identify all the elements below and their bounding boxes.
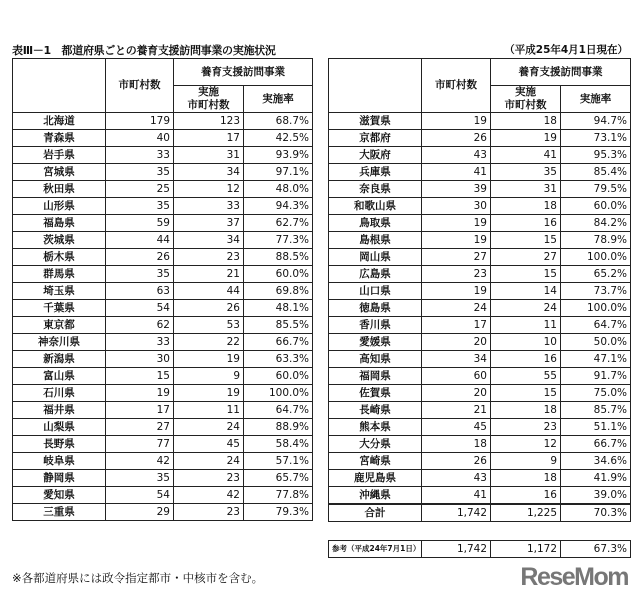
- implementing-count: 9: [491, 453, 561, 470]
- implementation-rate: 62.7%: [244, 215, 313, 232]
- prefecture-name: 福井県: [13, 402, 106, 419]
- implementing-count: 11: [491, 317, 561, 334]
- implementation-rate: 77.8%: [244, 487, 313, 504]
- implementing-count: 27: [491, 249, 561, 266]
- municipality-count: 33: [106, 147, 174, 164]
- implementing-count: 19: [491, 130, 561, 147]
- prefecture-name: 北海道: [13, 113, 106, 130]
- prefecture-name: 兵庫県: [329, 164, 422, 181]
- municipality-count: 23: [422, 266, 491, 283]
- table-row: [13, 334, 313, 351]
- prefecture-name: 愛知県: [13, 487, 106, 504]
- implementing-count: 24: [174, 453, 244, 470]
- resemom-logo: ReseMom: [520, 563, 628, 591]
- municipality-count: 1,742: [422, 504, 491, 522]
- implementing-count: 55: [491, 368, 561, 385]
- table-row: [329, 487, 631, 505]
- table-row: [329, 232, 631, 249]
- implementation-rate: 75.0%: [561, 385, 631, 402]
- implementing-count: 19: [174, 351, 244, 368]
- implementation-rate: 63.3%: [244, 351, 313, 368]
- municipality-count: 26: [422, 130, 491, 147]
- implementation-rate: 100.0%: [561, 249, 631, 266]
- implementing-count: 15: [491, 385, 561, 402]
- implementation-rate: 66.7%: [561, 436, 631, 453]
- implementing-count: 123: [174, 113, 244, 130]
- implementing-count: 34: [174, 164, 244, 181]
- implementing-count: 24: [174, 419, 244, 436]
- implementation-rate: 84.2%: [561, 215, 631, 232]
- municipality-count: 30: [422, 198, 491, 215]
- implementation-rate: 100.0%: [561, 300, 631, 317]
- municipality-count: 19: [422, 283, 491, 300]
- implementing-count: 31: [174, 147, 244, 164]
- municipality-count: 63: [106, 283, 174, 300]
- implementation-rate: 88.9%: [244, 419, 313, 436]
- table-row: [13, 351, 313, 368]
- implementing-count: 1,172: [491, 541, 561, 558]
- prefecture-name: 神奈川県: [13, 334, 106, 351]
- prefecture-name: 福岡県: [329, 368, 422, 385]
- table-row: [13, 368, 313, 385]
- implementation-rate: 78.9%: [561, 232, 631, 249]
- implementing-count: 34: [174, 232, 244, 249]
- prefecture-name: 宮崎県: [329, 453, 422, 470]
- municipality-count: 33: [106, 334, 174, 351]
- header-rate: 実施率: [561, 86, 631, 113]
- municipality-count: 34: [422, 351, 491, 368]
- prefecture-name: 福島県: [13, 215, 106, 232]
- implementation-rate: 58.4%: [244, 436, 313, 453]
- implementing-count: 19: [174, 385, 244, 402]
- municipality-count: 179: [106, 113, 174, 130]
- prefecture-name: 山口県: [329, 283, 422, 300]
- implementation-rate: 57.1%: [244, 453, 313, 470]
- prefecture-name: 合計: [329, 504, 422, 522]
- municipality-count: 26: [106, 249, 174, 266]
- implementing-count: 16: [491, 215, 561, 232]
- municipality-count: 45: [422, 419, 491, 436]
- implementing-count: 18: [491, 198, 561, 215]
- implementation-rate: 91.7%: [561, 368, 631, 385]
- header-municipalities: 市町村数: [422, 59, 491, 113]
- implementation-rate: 94.3%: [244, 198, 313, 215]
- implementing-count: 33: [174, 198, 244, 215]
- municipality-count: 59: [106, 215, 174, 232]
- municipality-count: 19: [422, 113, 491, 130]
- table-row: [13, 436, 313, 453]
- table-row: [329, 266, 631, 283]
- implementing-count: 44: [174, 283, 244, 300]
- table-row: [13, 113, 313, 130]
- prefecture-name: 群馬県: [13, 266, 106, 283]
- table-row: [13, 283, 313, 300]
- header-blank: [13, 59, 106, 113]
- municipality-count: 27: [106, 419, 174, 436]
- prefecture-name: 参考（平成24年7月1日）: [329, 541, 422, 558]
- table-row: [13, 164, 313, 181]
- municipality-count: 54: [106, 487, 174, 504]
- municipality-count: 41: [422, 487, 491, 505]
- municipality-count: 25: [106, 181, 174, 198]
- municipality-count: 20: [422, 334, 491, 351]
- prefecture-name: 秋田県: [13, 181, 106, 198]
- footnote: ※各都道府県には政令指定都市・中核市を含む。: [12, 571, 264, 585]
- prefecture-name: 千葉県: [13, 300, 106, 317]
- implementation-rate: 95.3%: [561, 147, 631, 164]
- implementation-rate: 48.0%: [244, 181, 313, 198]
- header-rate: 実施率: [244, 86, 313, 113]
- municipality-count: 62: [106, 317, 174, 334]
- prefecture-name: 大分県: [329, 436, 422, 453]
- prefecture-name: 新潟県: [13, 351, 106, 368]
- table-row: [329, 419, 631, 436]
- implementing-count: 15: [491, 266, 561, 283]
- municipality-count: 54: [106, 300, 174, 317]
- municipality-count: 35: [106, 266, 174, 283]
- prefecture-name: 栃木県: [13, 249, 106, 266]
- implementing-count: 14: [491, 283, 561, 300]
- prefecture-name: 大阪府: [329, 147, 422, 164]
- implementation-rate: 50.0%: [561, 334, 631, 351]
- implementation-rate: 85.5%: [244, 317, 313, 334]
- table-row: [329, 215, 631, 232]
- implementing-count: 53: [174, 317, 244, 334]
- implementation-rate: 60.0%: [244, 368, 313, 385]
- prefecture-name: 京都府: [329, 130, 422, 147]
- prefecture-name: 埼玉県: [13, 283, 106, 300]
- table-row: [329, 470, 631, 487]
- municipality-count: 43: [422, 147, 491, 164]
- prefecture-name: 徳島県: [329, 300, 422, 317]
- implementation-rate: 48.1%: [244, 300, 313, 317]
- municipality-count: 30: [106, 351, 174, 368]
- implementing-count: 35: [491, 164, 561, 181]
- prefecture-name: 鳥取県: [329, 215, 422, 232]
- prefecture-name: 富山県: [13, 368, 106, 385]
- table-row: [13, 232, 313, 249]
- prefecture-name: 岡山県: [329, 249, 422, 266]
- municipality-count: 19: [422, 215, 491, 232]
- implementing-count: 23: [174, 504, 244, 521]
- prefecture-name: 高知県: [329, 351, 422, 368]
- implementation-rate: 67.3%: [561, 541, 631, 558]
- implementation-rate: 66.7%: [244, 334, 313, 351]
- prefecture-name: 青森県: [13, 130, 106, 147]
- table-row: [13, 266, 313, 283]
- table-row: [13, 385, 313, 402]
- table-row: [329, 334, 631, 351]
- implementation-rate: 77.3%: [244, 232, 313, 249]
- table-title: 表Ⅲ－1 都道府県ごとの養育支援訪問事業の実施状況: [12, 44, 276, 57]
- prefecture-name: 広島県: [329, 266, 422, 283]
- implementing-count: 1,225: [491, 504, 561, 522]
- implementation-rate: 88.5%: [244, 249, 313, 266]
- prefecture-name: 奈良県: [329, 181, 422, 198]
- table-row: [329, 300, 631, 317]
- prefecture-name: 茨城県: [13, 232, 106, 249]
- implementing-count: 23: [491, 419, 561, 436]
- implementation-rate: 64.7%: [244, 402, 313, 419]
- implementation-rate: 41.9%: [561, 470, 631, 487]
- implementation-rate: 100.0%: [244, 385, 313, 402]
- prefecture-name: 沖縄県: [329, 487, 422, 505]
- prefecture-name: 佐賀県: [329, 385, 422, 402]
- municipality-count: 77: [106, 436, 174, 453]
- implementing-count: 17: [174, 130, 244, 147]
- table-row: [329, 130, 631, 147]
- implementing-count: 10: [491, 334, 561, 351]
- table-row: [329, 351, 631, 368]
- table-row: [329, 164, 631, 181]
- municipality-count: 1,742: [422, 541, 491, 558]
- municipality-count: 35: [106, 198, 174, 215]
- prefecture-name: 熊本県: [329, 419, 422, 436]
- header-implementing: 実施 市町村数: [491, 86, 561, 113]
- table-row: [13, 198, 313, 215]
- table-row: [13, 453, 313, 470]
- implementing-count: 12: [174, 181, 244, 198]
- table-row: [13, 147, 313, 164]
- implementing-count: 23: [174, 470, 244, 487]
- implementing-count: 16: [491, 351, 561, 368]
- implementing-count: 15: [491, 232, 561, 249]
- implementation-rate: 65.2%: [561, 266, 631, 283]
- table-row: [13, 249, 313, 266]
- reference-table: [328, 540, 631, 558]
- prefecture-name: 石川県: [13, 385, 106, 402]
- prefecture-name: 山梨県: [13, 419, 106, 436]
- implementing-count: 22: [174, 334, 244, 351]
- table-row: [13, 419, 313, 436]
- implementation-rate: 70.3%: [561, 504, 631, 522]
- implementing-count: 45: [174, 436, 244, 453]
- implementation-rate: 51.1%: [561, 419, 631, 436]
- implementation-rate: 93.9%: [244, 147, 313, 164]
- municipality-count: 21: [422, 402, 491, 419]
- implementing-count: 42: [174, 487, 244, 504]
- prefecture-name: 長崎県: [329, 402, 422, 419]
- header-program: 養育支援訪問事業: [491, 59, 631, 86]
- implementing-count: 11: [174, 402, 244, 419]
- prefecture-name: 長野県: [13, 436, 106, 453]
- table-row: [329, 283, 631, 300]
- implementing-count: 12: [491, 436, 561, 453]
- implementation-rate: 39.0%: [561, 487, 631, 505]
- implementing-count: 9: [174, 368, 244, 385]
- implementing-count: 26: [174, 300, 244, 317]
- table-row: [329, 181, 631, 198]
- municipality-count: 19: [422, 232, 491, 249]
- implementation-rate: 69.8%: [244, 283, 313, 300]
- table-row: [13, 470, 313, 487]
- municipality-count: 24: [422, 300, 491, 317]
- table-row: [329, 198, 631, 215]
- municipality-count: 42: [106, 453, 174, 470]
- table-row: [13, 130, 313, 147]
- table-row: [329, 113, 631, 130]
- implementation-rate: 73.1%: [561, 130, 631, 147]
- municipality-count: 17: [106, 402, 174, 419]
- implementing-count: 21: [174, 266, 244, 283]
- implementation-rate: 79.5%: [561, 181, 631, 198]
- implementation-rate: 94.7%: [561, 113, 631, 130]
- table-row: [13, 402, 313, 419]
- table-row: [329, 147, 631, 164]
- as-of-date: （平成25年4月1日現在）: [504, 44, 628, 56]
- municipality-count: 27: [422, 249, 491, 266]
- implementation-rate: 79.3%: [244, 504, 313, 521]
- municipality-count: 60: [422, 368, 491, 385]
- implementing-count: 18: [491, 402, 561, 419]
- prefecture-name: 岩手県: [13, 147, 106, 164]
- table-row: [329, 436, 631, 453]
- municipality-count: 29: [106, 504, 174, 521]
- implementation-rate: 60.0%: [561, 198, 631, 215]
- implementation-rate: 42.5%: [244, 130, 313, 147]
- table-row: [329, 453, 631, 470]
- municipality-count: 41: [422, 164, 491, 181]
- implementation-rate: 73.7%: [561, 283, 631, 300]
- prefecture-name: 岐阜県: [13, 453, 106, 470]
- municipality-count: 43: [422, 470, 491, 487]
- municipality-count: 17: [422, 317, 491, 334]
- implementing-count: 16: [491, 487, 561, 505]
- implementing-count: 37: [174, 215, 244, 232]
- implementation-rate: 97.1%: [244, 164, 313, 181]
- table-row: [13, 504, 313, 521]
- implementing-count: 23: [174, 249, 244, 266]
- table-row: [329, 317, 631, 334]
- prefecture-table-left: [12, 58, 313, 521]
- header-blank: [329, 59, 422, 113]
- prefecture-table-right: [328, 58, 631, 522]
- prefecture-name: 滋賀県: [329, 113, 422, 130]
- municipality-count: 39: [422, 181, 491, 198]
- implementing-count: 18: [491, 470, 561, 487]
- prefecture-name: 静岡県: [13, 470, 106, 487]
- implementation-rate: 85.7%: [561, 402, 631, 419]
- municipality-count: 26: [422, 453, 491, 470]
- implementation-rate: 64.7%: [561, 317, 631, 334]
- municipality-count: 35: [106, 164, 174, 181]
- prefecture-name: 東京都: [13, 317, 106, 334]
- municipality-count: 18: [422, 436, 491, 453]
- table-row: [329, 368, 631, 385]
- prefecture-name: 島根県: [329, 232, 422, 249]
- implementation-rate: 85.4%: [561, 164, 631, 181]
- prefecture-name: 香川県: [329, 317, 422, 334]
- prefecture-name: 鹿児島県: [329, 470, 422, 487]
- implementing-count: 31: [491, 181, 561, 198]
- table-row: [13, 215, 313, 232]
- table-row: [13, 181, 313, 198]
- header-program: 養育支援訪問事業: [174, 59, 313, 86]
- table-row: [329, 402, 631, 419]
- prefecture-name: 愛媛県: [329, 334, 422, 351]
- implementation-rate: 47.1%: [561, 351, 631, 368]
- prefecture-name: 和歌山県: [329, 198, 422, 215]
- reference-row: [329, 541, 631, 558]
- prefecture-name: 宮城県: [13, 164, 106, 181]
- prefecture-name: 山形県: [13, 198, 106, 215]
- total-row: [329, 504, 631, 522]
- municipality-count: 44: [106, 232, 174, 249]
- municipality-count: 19: [106, 385, 174, 402]
- header-municipalities: 市町村数: [106, 59, 174, 113]
- implementing-count: 18: [491, 113, 561, 130]
- municipality-count: 40: [106, 130, 174, 147]
- municipality-count: 15: [106, 368, 174, 385]
- table-row: [13, 487, 313, 504]
- implementation-rate: 34.6%: [561, 453, 631, 470]
- header-implementing: 実施 市町村数: [174, 86, 244, 113]
- implementing-count: 24: [491, 300, 561, 317]
- municipality-count: 20: [422, 385, 491, 402]
- municipality-count: 35: [106, 470, 174, 487]
- table-row: [13, 300, 313, 317]
- table-row: [13, 317, 313, 334]
- implementing-count: 41: [491, 147, 561, 164]
- table-row: [329, 249, 631, 266]
- prefecture-name: 三重県: [13, 504, 106, 521]
- implementation-rate: 65.7%: [244, 470, 313, 487]
- implementation-rate: 68.7%: [244, 113, 313, 130]
- implementation-rate: 60.0%: [244, 266, 313, 283]
- table-row: [329, 385, 631, 402]
